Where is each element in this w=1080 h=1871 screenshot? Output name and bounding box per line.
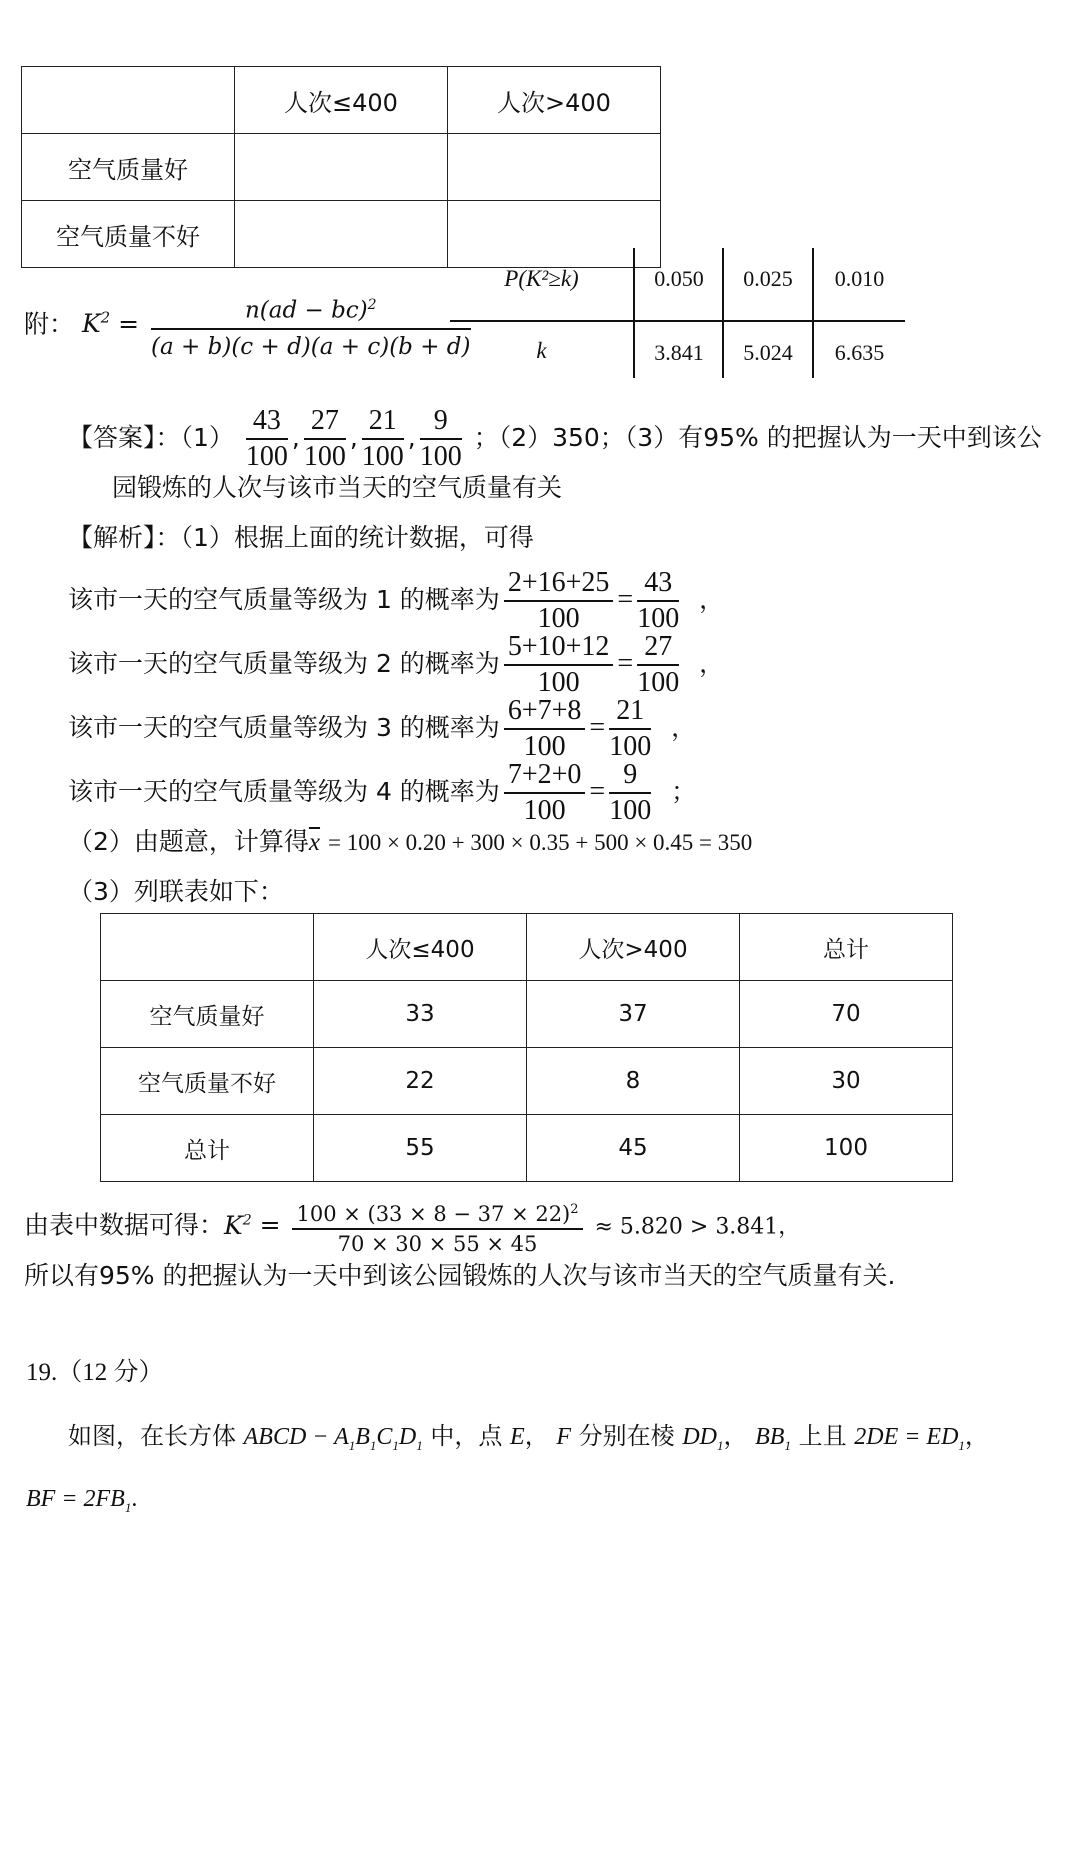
p-value: 0.025 [743, 266, 793, 291]
appendix-label: 附： [24, 309, 75, 339]
k-value: 6.635 [834, 340, 885, 365]
table-cell: 37 [527, 981, 740, 1048]
appendix-formula: 附： $K^2$ = $\frac{n(ad - bc)^2}{(a + b)(c + d)(a + c)(b + d)}$ [24, 288, 475, 364]
probability-line: 该市一天的空气质量等级为 4 的概率为 $\frac{7+2+0}{100}$ = $\frac{9}{100}$ ； [68, 759, 697, 826]
conclusion: 所以有95% 的把握认为一天中到该公园锻炼的人次与该市当天的空气质量有关. [24, 1261, 896, 1290]
answer-fraction: $\frac{43}{100}$ [245, 405, 288, 472]
row-label: 总计 [101, 1115, 314, 1182]
answer-fraction: $\frac{21}{100}$ [361, 405, 404, 472]
table-cell [101, 914, 314, 981]
k2-result-fraction: $\frac{100 \times (33 \times 8 - 37 \times 22)^2}{70 \times 30 \times 55 \times 45}$ [292, 1196, 582, 1258]
k2-result: 由表中数据可得：$K^2$ = $\frac{100 \times (33 \times 8 - 37 \times 22)^2}{70 \times 30 \times 55 \times 45}$ ≈ 5.820 > 3.841， [24, 1196, 800, 1258]
p-label: P(K²≥k) [504, 266, 579, 291]
table-header: 总计 [740, 914, 953, 981]
probability-table [450, 248, 905, 378]
p-value: 0.050 [654, 266, 704, 291]
table-header: 人次>400 [448, 67, 661, 134]
k-value: 3.841 [654, 340, 704, 365]
part3-heading: （3）列联表如下： [68, 877, 284, 906]
probability-line: 该市一天的空气质量等级为 2 的概率为 $\frac{5+10+12}{100}$ = $\frac{27}{100}$ ， [68, 631, 725, 698]
table-cell: 45 [527, 1115, 740, 1182]
table-cell [235, 201, 448, 268]
question-19-text: 如图，在长方体 ABCD − $A_1B_1C_1D_1$ 中，点 E， F 分别在棱 $DD_1$， $BB_1$ 上且 $2DE = ED_1$， [68, 1422, 989, 1453]
answer-label: 【答案】 [68, 423, 156, 452]
probability-line: 该市一天的空气质量等级为 1 的概率为 $\frac{2+16+25}{100}$ = $\frac{43}{100}$ ， [68, 567, 725, 634]
probability-line: 该市一天的空气质量等级为 3 的概率为 $\frac{6+7+8}{100}$ = $\frac{21}{100}$ ， [68, 695, 697, 762]
p-value: 0.010 [834, 266, 885, 291]
table-cell: 22 [314, 1048, 527, 1115]
table-cell [22, 67, 235, 134]
divider [450, 320, 905, 322]
mean-calculation: （2）由题意，计算得$\overline{x} = 100 \times 0.20 + 300 \times 0.35 + 500 \times 0.45 = 350$ [68, 827, 753, 856]
k2-symbol: $K^2$ [81, 309, 111, 339]
row-label: 空气质量不好 [101, 1048, 314, 1115]
row-label: 空气质量不好 [22, 201, 235, 268]
answer-fraction: $\frac{27}{100}$ [303, 405, 346, 472]
table-cell: 8 [527, 1048, 740, 1115]
table-cell [448, 134, 661, 201]
answer-line-2: 园锻炼的人次与该市当天的空气质量有关 [112, 473, 563, 502]
table-cell: 30 [740, 1048, 953, 1115]
row-label: 空气质量好 [101, 981, 314, 1048]
k-value: 5.024 [743, 340, 793, 365]
table-header: 人次>400 [527, 914, 740, 981]
table-cell: 33 [314, 981, 527, 1048]
question-19-text-2: BF = $2FB_1$. [26, 1486, 138, 1515]
analysis-label: 【解析】 [68, 523, 156, 552]
table-cell: 100 [740, 1115, 953, 1182]
table-cell [235, 134, 448, 201]
question-19-title: 19.（12 分） [26, 1359, 164, 1386]
k2-fraction: $\frac{n(ad - bc)^2}{(a + b)(c + d)(a + c)(b + d)}$ [151, 288, 470, 364]
blank-contingency-table [21, 66, 661, 268]
contingency-table [100, 913, 953, 1182]
table-header: 人次≤400 [314, 914, 527, 981]
answer-line: 【答案】：（1） $\frac{43}{100}$ , $\frac{27}{100}$ , $\frac{21}{100}$ , $\frac{9}{100}$ ；（2）350；（3）有95% 的把握认为一天中到该公 [68, 405, 1042, 472]
answer-fraction: $\frac{9}{100}$ [419, 405, 462, 472]
table-header: 人次≤400 [235, 67, 448, 134]
table-cell: 55 [314, 1115, 527, 1182]
k-label: k [536, 338, 547, 363]
analysis-intro: 【解析】：（1）根据上面的统计数据，可得 [68, 523, 534, 552]
row-label: 空气质量好 [22, 134, 235, 201]
table-cell: 70 [740, 981, 953, 1048]
